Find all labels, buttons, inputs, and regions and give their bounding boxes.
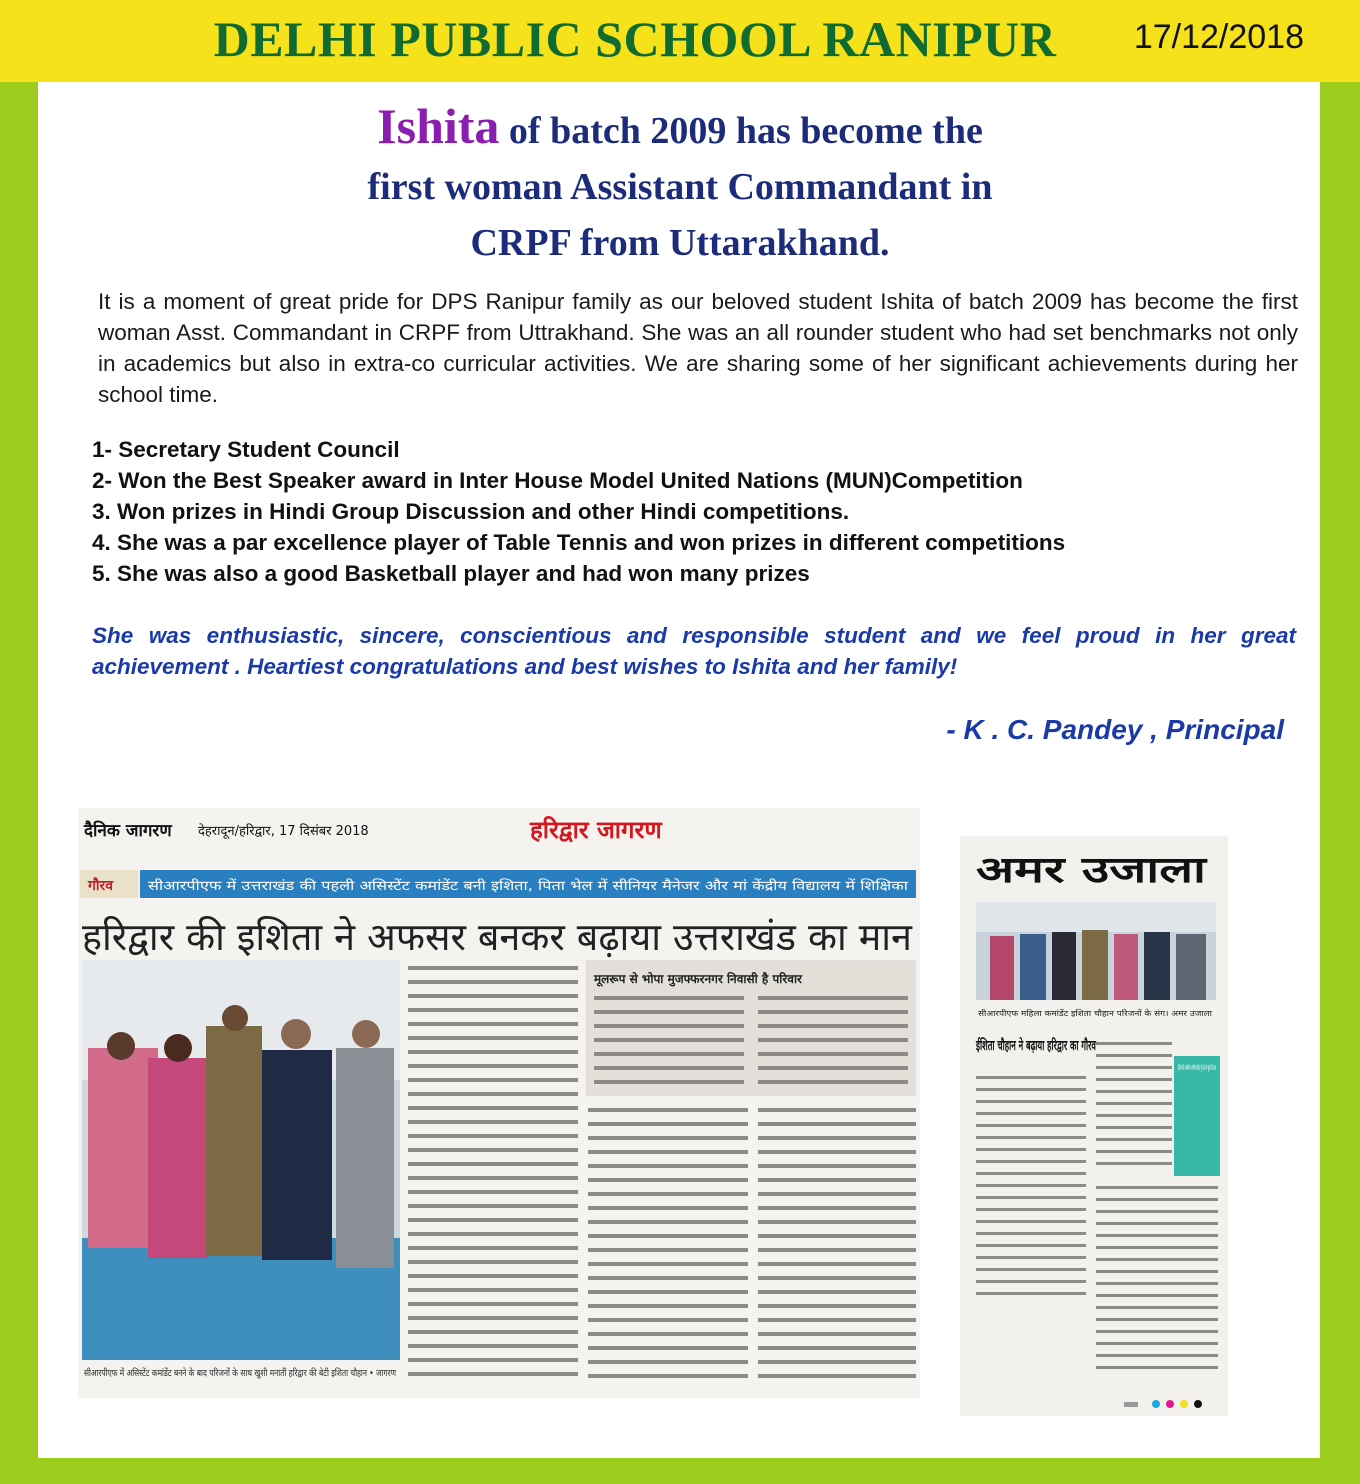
- amar-ujala-photo-caption: सीआरपीएफ महिला कमांडेंट इशिता चौहान परिजनों के संग। अमर उजाला: [978, 1009, 1189, 1018]
- achievement-item: 3. Won prizes in Hindi Group Discussion and other Hindi competitions.: [92, 499, 850, 524]
- print-registration-marks: [1124, 1400, 1202, 1408]
- jagran-photo-caption: सीआरपीएफ में असिस्टेंट कमांडेंट बनने के बाद परिजनों के साथ खुशी मनातीं हरिद्वार की बेटी इशिता चौहान • जागरण: [84, 1368, 485, 1379]
- header-bar: [0, 0, 1360, 82]
- amar-ujala-sidebar-box: [1174, 1056, 1220, 1176]
- school-name: DELHI PUBLIC SCHOOL RANIPUR: [213, 11, 1057, 67]
- amar-ujala-clipping-image: [960, 836, 1228, 1416]
- achievement-item: 2- Won the Best Speaker award in Inter House Model United Nations (MUN)Competition: [92, 468, 1023, 493]
- closing-paragraph: She was enthusiastic, sincere, conscientious and responsible student and we feel proud in her great achievement . Heartiest congratulations and best wishes to Ishita and her family!: [92, 623, 1296, 679]
- student-name: Ishita: [377, 98, 500, 154]
- amar-ujala-sidebar: [1178, 1063, 1216, 1072]
- newspaper-clipping-amar-ujala: [960, 836, 1228, 1416]
- jagran-edition: देहरादून/हरिद्वार, 17 दिसंबर 2018: [198, 824, 369, 839]
- achievement-item: 5. She was also a good Basketball player and had won many prizes: [92, 561, 810, 586]
- headline-line-2: first woman Assistant Commandant in: [367, 166, 993, 208]
- jagran-box-title: मूलरूप से भोपा मुजफ्फरनगर निवासी है परिवार: [594, 972, 802, 986]
- amar-ujala-headline: ईशिता चौहान ने बढ़ाया हरिद्वार का गौरव: [976, 1038, 1181, 1054]
- principal-signature: - K . C. Pandey , Principal: [946, 714, 1284, 745]
- achievements-list: [92, 434, 1065, 589]
- jagran-headline: हरिद्वार की इशिता ने अफसर बनकर बढ़ाया उत्तराखंड का मान: [82, 915, 913, 959]
- strap-text: सीआरपीएफ में उत्तराखंड की पहली असिस्टेंट कमांडेंट बनी इशिता, पिता भेल में सीनियर मैनेजर और मां केंद्रीय विद्यालय में शिक्षिका: [148, 879, 757, 894]
- date: 17/12/2018: [1133, 18, 1304, 56]
- amar-ujala-masthead: अमर उजाला: [976, 850, 1209, 891]
- strap-tag: गौरव: [88, 878, 114, 894]
- jagran-clipping-image: [78, 808, 920, 1398]
- headline-line-3: CRPF from Uttarakhand.: [470, 222, 890, 264]
- headline-line-1: [0, 98, 1360, 159]
- intro-paragraph: It is a moment of great pride for DPS Ranipur family as our beloved student Ishita of batch 2009 has become the first woman Asst. Commandant in CRPF from Uttrakhand. She was an all rounder student who had set benchmarks not only in academics but also in extra-co curricular activities. We are sharing some of her significant achievements during her school time.: [98, 289, 1298, 407]
- newspaper-clipping-jagran: [78, 808, 920, 1398]
- jagran-masthead: दैनिक जागरण: [84, 821, 172, 841]
- achievement-item: 1- Secretary Student Council: [92, 437, 400, 462]
- achievement-item: 4. She was a par excellence player of Table Tennis and won prizes in different competitions: [92, 530, 1066, 555]
- jagran-section-title: हरिद्वार जागरण: [530, 816, 662, 844]
- headline: [0, 98, 1360, 271]
- headline-line-1-text: of batch 2009 has become the: [499, 110, 983, 152]
